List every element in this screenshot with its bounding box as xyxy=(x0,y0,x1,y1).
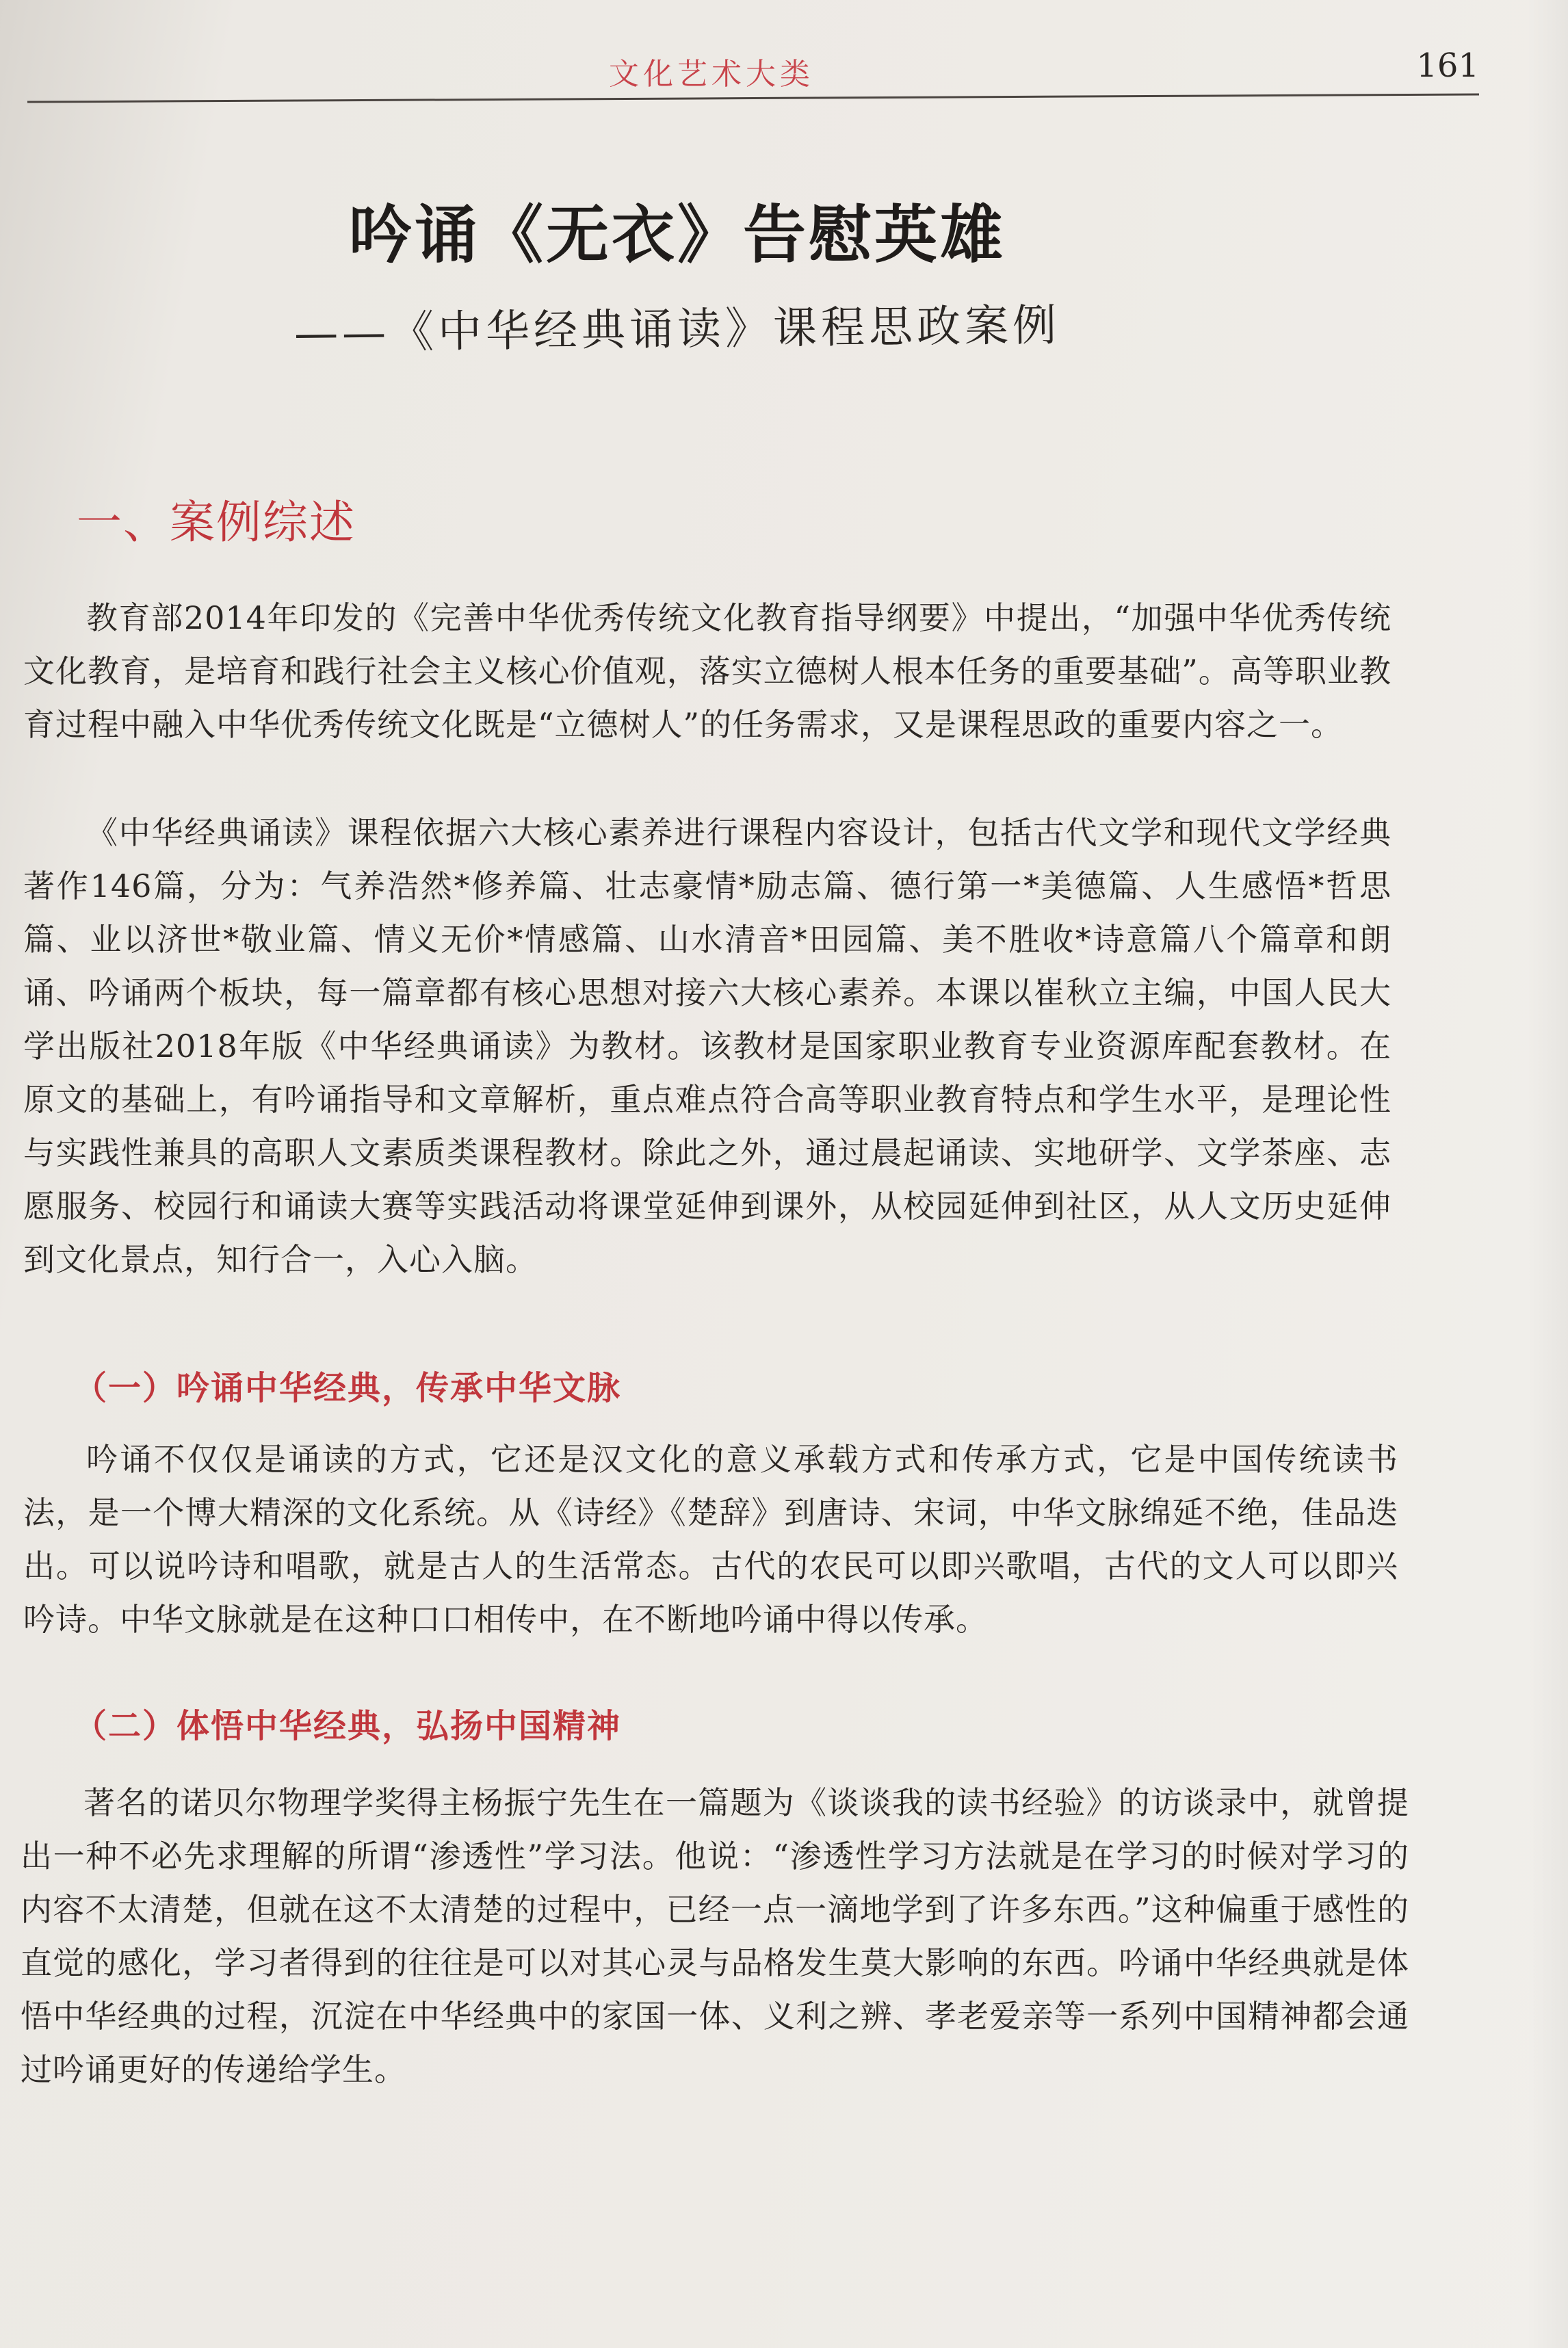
header-rule xyxy=(27,93,1479,103)
paragraph-subsection-1: 吟诵不仅仅是诵读的方式，它还是汉文化的意义承载方式和传承方式，它是中国传统读书法，是一个博大精深的文化系统。从《诗经》《楚辞》到唐诗、宋词，中华文脉绵延不绝，佳品迭出。可以说吟诗和唱歌，就是古人的生活常态。古代的农民可以即兴歌唱，古代的文人可以即兴吟诗。中华文脉就是在这种口口相传中，在不断地吟诵中得以传承。 xyxy=(23,1441,1398,1638)
article-title: 吟诵《无衣》告慰英雄 xyxy=(349,198,1006,272)
section-tag: 文化艺术大类 xyxy=(609,57,814,92)
page-number: 161 xyxy=(1416,47,1479,85)
subsection-heading-2: （二）体悟中华经典，弘扬中国精神 xyxy=(74,1707,622,1745)
section-heading: 一、案例综述 xyxy=(77,496,356,549)
paragraph-course-design: 《中华经典诵读》课程依据六大核心素养进行课程内容设计，包括古代文学和现代文学经典著作146篇，分为：气养浩然*修养篇、壮志豪情*励志篇、德行第一*美德篇、人生感悟*哲思篇、业以济世*敬业篇、情义无价*情感篇、山水清音*田园篇、美不胜收*诗意篇八个篇章和朗诵、吟诵两个板块，每一篇章都有核心思想对接六大核心素养。本课以崔秋立主编，中国人民大学出版社2018年版《中华经典诵读》为教材。该教材是国家职业教育专业资源库配套教材。在原文的基础上，有吟诵指导和文章解析，重点难点符合高等职业教育特点和学生水平，是理论性与实践性兼具的高职人文素质类课程教材。除此之外，通过晨起诵读、实地研学、文学茶座、志愿服务、校园行和诵读大赛等实践活动将课堂延伸到课外，从校园延伸到社区，从人文历史延伸到文化景点，知行合一，入心入脑。 xyxy=(23,814,1392,1278)
page-edge-shadow xyxy=(1527,0,1568,2348)
paragraph-intro: 教育部2014年印发的《完善中华优秀传统文化教育指导纲要》中提出，“加强中华优秀传统文化教育，是培育和践行社会主义核心价值观，落实立德树人根本任务的重要基础”。高等职业教育过程中融入中华优秀传统文化既是“立德树人”的任务需求，又是课程思政的重要内容之一。 xyxy=(23,599,1391,743)
subsection-heading-1: （一）吟诵中华经典，传承中华文脉 xyxy=(74,1369,622,1407)
article-subtitle: ——《中华经典诵读》课程思政案例 xyxy=(293,300,1061,359)
running-header xyxy=(27,21,1479,103)
paragraph-subsection-2: 著名的诺贝尔物理学奖得主杨振宁先生在一篇题为《谈谈我的读书经验》的访谈录中，就曾提出一种不必先求理解的所谓“渗透性”学习法。他说：“渗透性学习方法就是在学习的时候对学习的内容不太清楚，但就在这不太清楚的过程中，已经一点一滴地学到了许多东西。”这种偏重于感性的直觉的感化，学习者得到的往往是可以对其心灵与品格发生莫大影响的东西。吟诵中华经典就是体悟中华经典的过程，沉淀在中华经典中的家国一体、义利之辨、孝老爱亲等一系列中国精神都会通过吟诵更好的传递给学生。 xyxy=(21,1784,1409,2088)
